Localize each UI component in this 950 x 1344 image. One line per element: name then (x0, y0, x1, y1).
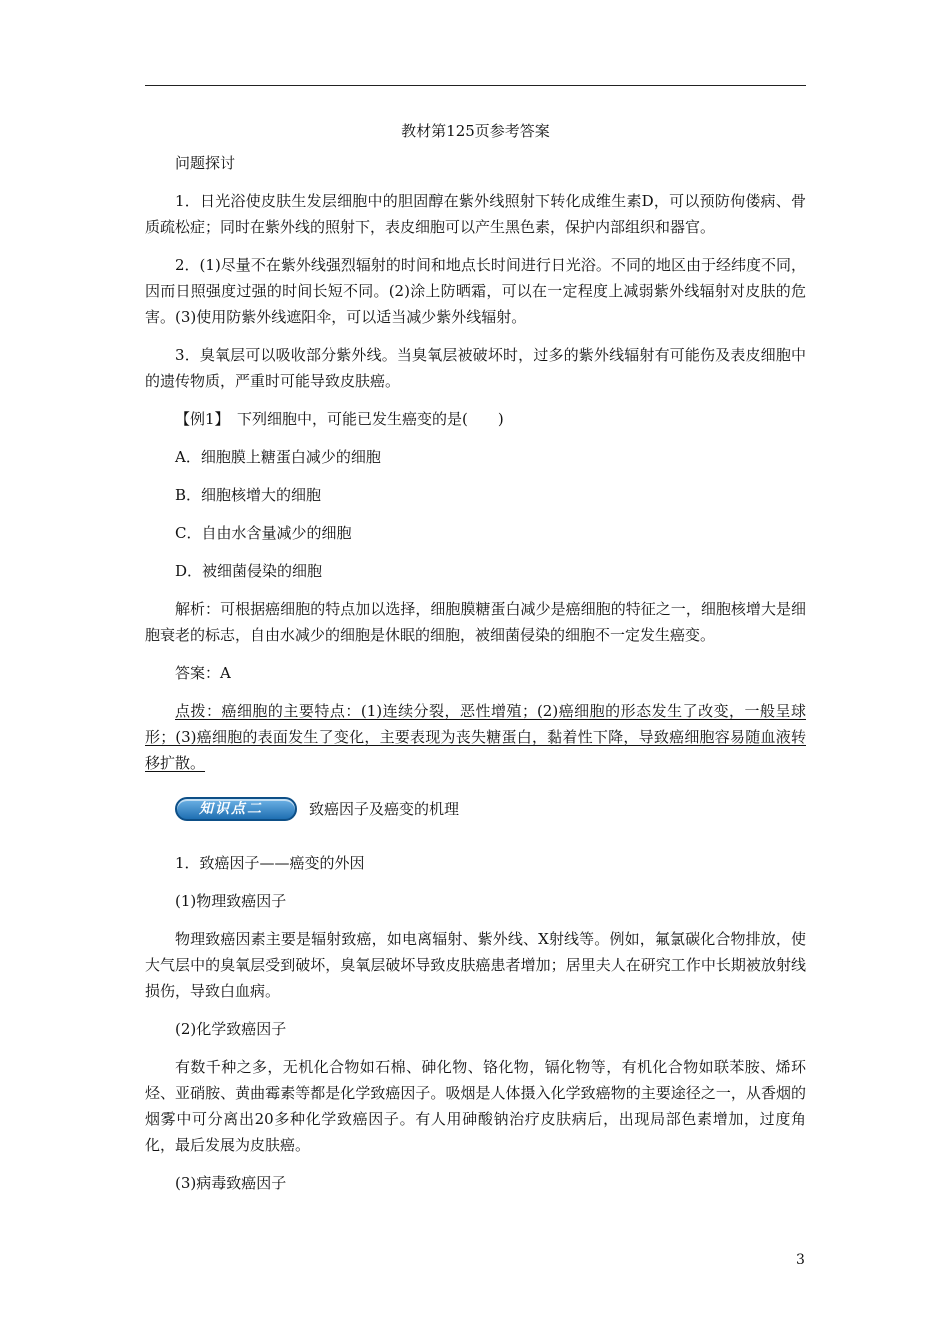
option-a: A．细胞膜上糖蛋白减少的细胞 (175, 448, 381, 466)
answer-text: 答案：A (175, 664, 231, 682)
chemical-heading: (2)化学致癌因子 (175, 1020, 287, 1038)
header-rule (145, 85, 806, 86)
page-number: 3 (796, 1252, 805, 1268)
page-title: 教材第125页参考答案 (401, 122, 550, 140)
answer-3: 3．臭氧层可以吸收部分紫外线。当臭氧层被破坏时，过多的紫外线辐射有可能伤及表皮细胞中的遗传物质，严重时可能导致皮肤癌。 (145, 346, 806, 390)
tip-text: 点拨：癌细胞的主要特点：(1)连续分裂，恶性增殖；(2)癌细胞的形态发生了改变，一般呈球形；(3)癌细胞的表面发生了变化，主要表现为丧失糖蛋白，黏着性下降，导致癌细胞容易随血液转移扩散。 (145, 702, 806, 772)
knowledge-point-title: 致癌因子及癌变的机理 (309, 800, 460, 818)
chemical-text: 有数千种之多，无机化合物如石棉、砷化物、铬化物，镉化物等，有机化合物如联苯胺、烯环烃、亚硝胺、黄曲霉素等都是化学致癌因子。吸烟是人体摄入化学致癌物的主要途径之一，从香烟的烟雾中可分离出20多种化学致癌因子。有人用砷酸钠治疗皮肤病后，出现局部色素增加，过度角化，最后发展为皮肤癌。 (145, 1058, 806, 1154)
physical-text: 物理致癌因素主要是辐射致癌，如电离辐射、紫外线、X射线等。例如，氟氯碳化合物排放，使大气层中的臭氧层受到破坏，臭氧层破坏导致皮肤癌患者增加；居里夫人在研究工作中长期被放射线损伤，导致白血病。 (145, 930, 806, 1000)
section-heading: 问题探讨 (175, 154, 236, 172)
option-b: B．细胞核增大的细胞 (175, 486, 322, 504)
physical-heading: (1)物理致癌因子 (175, 892, 287, 910)
virus-heading: (3)病毒致癌因子 (175, 1174, 287, 1192)
cause-heading: 1．致癌因子——癌变的外因 (175, 854, 365, 872)
example-question: 【例1】 下列细胞中，可能已发生癌变的是( ) (175, 410, 504, 428)
page-content (145, 118, 806, 1208)
answer-1: 1．日光浴使皮肤生发层细胞中的胆固醇在紫外线照射下转化成维生素D，可以预防佝偻病、骨质疏松症；同时在紫外线的照射下，表皮细胞可以产生黑色素，保护内部组织和器官。 (145, 192, 806, 236)
knowledge-point-badge: 知识点二 (175, 797, 297, 821)
knowledge-point-header (145, 796, 806, 822)
analysis-text: 解析：可根据癌细胞的特点加以选择，细胞膜糖蛋白减少是癌细胞的特征之一，细胞核增大是细胞衰老的标志，自由水减少的细胞是休眠的细胞，被细菌侵染的细胞不一定发生癌变。 (145, 600, 806, 644)
answer-2: 2．(1)尽量不在紫外线强烈辐射的时间和地点长时间进行日光浴。不同的地区由于经纬度不同，因而日照强度过强的时间长短不同。(2)涂上防晒霜，可以在一定程度上减弱紫外线辐射对皮肤的危害。(3)使用防紫外线遮阳伞，可以适当减少紫外线辐射。 (145, 256, 806, 326)
option-d: D．被细菌侵染的细胞 (175, 562, 323, 580)
option-c: C．自由水含量减少的细胞 (175, 524, 352, 542)
